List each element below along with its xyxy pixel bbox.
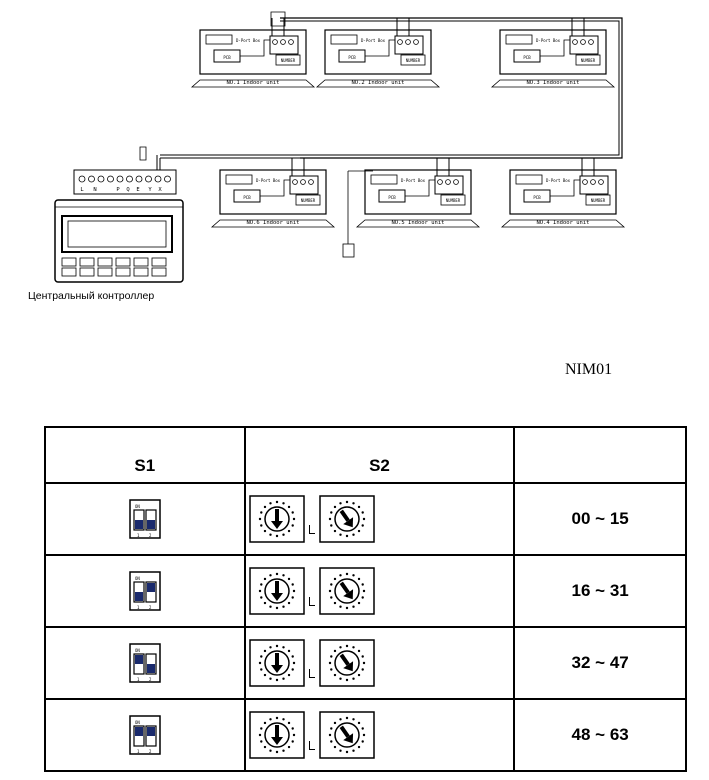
bracket-mark [309,741,315,750]
port-box-label: D-Port Box [236,38,261,43]
indoor-unit [492,18,614,87]
terminal-label: Q [126,187,130,193]
address-switch-table [44,426,687,772]
terminal-label: P [116,187,120,193]
rotary-switch [249,567,305,615]
svg-text:ON: ON [134,648,140,653]
pcb-label: PCB [243,195,251,200]
s2-cell [245,555,515,627]
header-s2: S2 [245,427,515,483]
pcb-label: PCB [223,55,231,60]
address-range: 16 ~ 31 [514,555,686,627]
terminal-screw [108,176,114,182]
svg-text:2: 2 [148,749,152,754]
s1-cell [45,483,245,555]
rotary-switch [319,711,375,759]
s2-cell [245,483,515,555]
model-number: NIM01 [565,361,613,378]
port-label: NUMBER [300,198,316,203]
s1-cell [45,627,245,699]
port-label: NUMBER [280,58,296,63]
svg-text:ON: ON [134,576,140,581]
port-box-label: D-Port Box [536,38,561,43]
table-row [45,483,686,555]
indoor-unit [357,158,479,227]
terminal-screw [136,176,142,182]
terminal-screw [79,176,85,182]
indoor-unit [317,18,439,87]
svg-text:1: 1 [136,533,140,538]
svg-text:ON: ON [134,504,140,509]
port-box-label: D-Port Box [546,178,571,183]
dip-switch [129,571,161,611]
terminal-screw [117,176,123,182]
indoor-unit-label: NO.3 Indoor unit [526,80,580,86]
port-box-label: D-Port Box [401,178,426,183]
table-row [45,699,686,771]
s1-cell [45,555,245,627]
rotary-switch [319,639,375,687]
terminal-screw [98,176,104,182]
indoor-unit-label: NO.5 Indoor unit [391,220,445,226]
terminal-screw [165,176,171,182]
pcb-label: PCB [523,55,531,60]
pcb-label: PCB [388,195,396,200]
bracket-mark [309,597,315,606]
svg-text:2: 2 [148,677,152,682]
indoor-unit-label: NO.6 Indoor unit [246,220,300,226]
port-box-label: D-Port Box [361,38,386,43]
indoor-unit [212,158,334,227]
terminal-screw [146,176,152,182]
terminal-screw [127,176,133,182]
terminal-label: E [136,187,140,193]
s1-cell [45,699,245,771]
rotary-switch [249,711,305,759]
indoor-unit-label: NO.1 Indoor unit [226,80,280,86]
port-label: NUMBER [590,198,606,203]
dip-switch [129,643,161,683]
indoor-unit-label: NO.4 Indoor unit [536,220,590,226]
s2-cell [245,699,515,771]
indoor-unit [502,158,624,227]
terminal-label: L [80,187,84,193]
table-row [45,627,686,699]
pcb-label: PCB [348,55,356,60]
svg-text:1: 1 [136,605,140,610]
port-label: NUMBER [445,198,461,203]
svg-text:1: 1 [136,749,140,754]
dip-switch [129,499,161,539]
port-label: NUMBER [405,58,421,63]
rotary-switch [249,639,305,687]
indoor-unit-label: NO.2 Indoor unit [351,80,405,86]
port-box-label: D-Port Box [256,178,281,183]
header-s1: S1 [45,427,245,483]
table-header-row [45,427,686,483]
address-range: 00 ~ 15 [514,483,686,555]
terminal-label: Y [148,187,152,193]
pcb-label: PCB [533,195,541,200]
rotary-switch [249,495,305,543]
svg-text:2: 2 [148,605,152,610]
terminal-screw [89,176,95,182]
address-range: 48 ~ 63 [514,699,686,771]
address-range: 32 ~ 47 [514,627,686,699]
svg-text:1: 1 [136,677,140,682]
bracket-mark [309,669,315,678]
central-controller-label: Центральный контроллер [28,290,155,302]
rotary-switch [319,567,375,615]
table-row [45,555,686,627]
bracket-mark [309,525,315,534]
rotary-switch [319,495,375,543]
dip-switch [129,715,161,755]
svg-text:ON: ON [134,720,140,725]
svg-text:2: 2 [148,533,152,538]
terminal-label: N [93,187,97,193]
port-label: NUMBER [580,58,596,63]
terminal-screw [155,176,161,182]
terminal-label: X [158,187,162,193]
header-range [514,427,686,483]
s2-cell [245,627,515,699]
indoor-unit [192,18,314,87]
